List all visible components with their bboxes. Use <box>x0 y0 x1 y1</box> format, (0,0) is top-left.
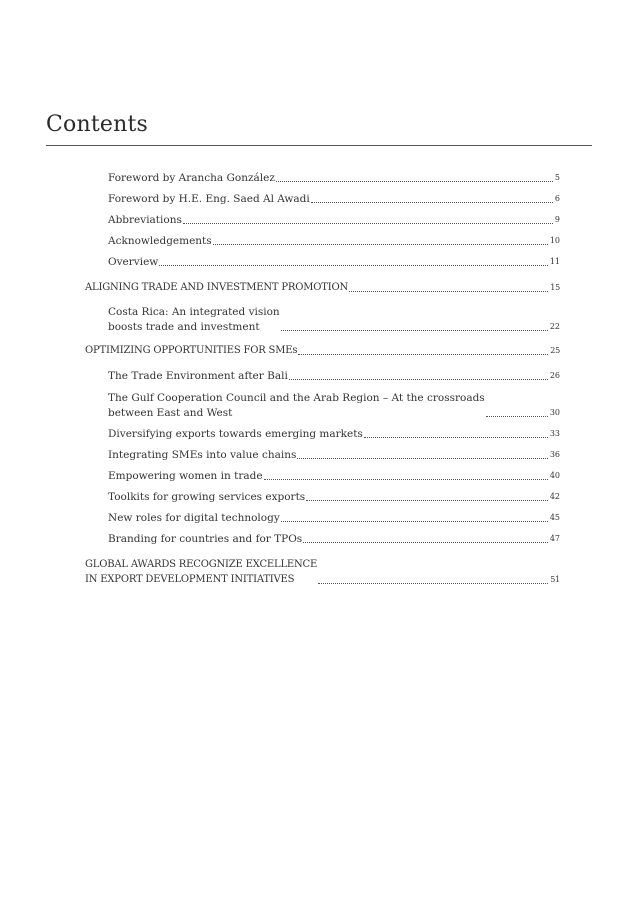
toc-entry-overview[interactable] <box>108 256 560 268</box>
toc-section-label: ALIGNING TRADE AND INVESTMENT PROMOTION <box>85 282 349 293</box>
toc-section-optimizing-smes[interactable] <box>85 345 560 357</box>
toc-page-number: 10 <box>549 236 560 245</box>
toc-section-label-line2: IN EXPORT DEVELOPMENT INITIATIVES <box>85 574 295 585</box>
toc-leader <box>318 583 548 584</box>
toc-entry-label: Acknowledgements <box>108 235 212 247</box>
toc-leader <box>298 354 548 355</box>
toc-page-number: 36 <box>549 450 560 459</box>
toc-page-number: 5 <box>554 173 560 182</box>
toc-entry-label: Integrating SMEs into value chains <box>108 449 297 461</box>
toc-entry-empowering-women[interactable] <box>108 470 560 482</box>
toc-page-number: 22 <box>549 322 560 331</box>
toc-entry-label: New roles for digital technology <box>108 512 280 524</box>
toc-leader <box>281 521 548 522</box>
toc-section-label: OPTIMIZING OPPORTUNITIES FOR SMEs <box>85 345 298 356</box>
toc-entry-gulf-cooperation[interactable] <box>108 392 560 419</box>
title-divider <box>46 145 592 146</box>
toc-entry-label: Foreword by Arancha González <box>108 172 275 184</box>
toc-leader <box>276 181 553 182</box>
toc-leader <box>281 330 548 331</box>
toc-entry-label <box>108 306 280 333</box>
toc-page-number: 11 <box>549 257 560 266</box>
toc-leader <box>303 542 548 543</box>
toc-entry-toolkits-services[interactable] <box>108 491 560 503</box>
toc-entry-label: Toolkits for growing services exports <box>108 491 306 503</box>
toc-entry-foreword-awadi[interactable] <box>108 193 560 205</box>
toc-entry-label: Foreword by H.E. Eng. Saed Al Awadi <box>108 193 310 205</box>
toc-entry-branding-tpos[interactable] <box>108 533 560 545</box>
page-title: Contents <box>46 112 149 137</box>
toc-page-number: 9 <box>554 215 560 224</box>
toc-page-number: 47 <box>549 534 560 543</box>
toc-leader <box>306 500 548 501</box>
toc-section-aligning-trade[interactable] <box>85 282 560 294</box>
toc-entry-label: Abbreviations <box>108 214 182 226</box>
toc-entry-label-line1: The Gulf Cooperation Council and the Arab Region – At the crossroads <box>108 392 485 404</box>
toc-page-number: 15 <box>550 283 560 292</box>
toc-page-number: 33 <box>549 429 560 438</box>
toc-entry-abbreviations[interactable] <box>108 214 560 226</box>
toc-leader <box>311 202 553 203</box>
toc-entry-foreword-gonzalez[interactable] <box>108 172 560 184</box>
toc-entry-label-line1: Costa Rica: An integrated vision <box>108 306 280 318</box>
toc-entry-costa-rica[interactable] <box>108 306 560 333</box>
toc-page-number: 42 <box>549 492 560 501</box>
toc-leader <box>264 479 548 480</box>
toc-leader <box>289 379 548 380</box>
toc-section-label-line1: GLOBAL AWARDS RECOGNIZE EXCELLENCE <box>85 559 318 570</box>
toc-page-number: 40 <box>549 471 560 480</box>
toc-entry-label: The Trade Environment after Bali <box>108 370 288 382</box>
toc-leader <box>159 265 548 266</box>
toc-page-number: 26 <box>549 371 560 380</box>
toc-page-number: 6 <box>554 194 560 203</box>
toc-page-number: 51 <box>550 575 560 584</box>
toc-entry-diversifying-exports[interactable] <box>108 428 560 440</box>
toc-page-number: 45 <box>549 513 560 522</box>
toc-leader <box>364 437 548 438</box>
toc-entry-label: Empowering women in trade <box>108 470 263 482</box>
toc-entry-acknowledgements[interactable] <box>108 235 560 247</box>
toc-entry-label: Overview <box>108 256 159 268</box>
toc-page-number: 30 <box>549 408 560 417</box>
toc-entry-digital-technology[interactable] <box>108 512 560 524</box>
toc-entry-label: Diversifying exports towards emerging markets <box>108 428 363 440</box>
toc-leader <box>213 244 548 245</box>
toc-entry-label <box>108 392 485 419</box>
toc-page-number: 25 <box>550 346 560 355</box>
toc-entry-label: Branding for countries and for TPOs <box>108 533 303 545</box>
toc-leader <box>183 223 553 224</box>
toc-entry-label-line2: between East and West <box>108 407 233 419</box>
toc-entry-integrating-smes[interactable] <box>108 449 560 461</box>
toc-entry-trade-environment-bali[interactable] <box>108 370 560 382</box>
toc-leader <box>486 416 548 417</box>
toc-section-label <box>85 559 317 586</box>
toc-entry-label-line2: boosts trade and investment <box>108 321 260 333</box>
toc-leader <box>297 458 547 459</box>
toc-leader <box>349 291 548 292</box>
toc-section-global-awards[interactable] <box>85 559 560 586</box>
